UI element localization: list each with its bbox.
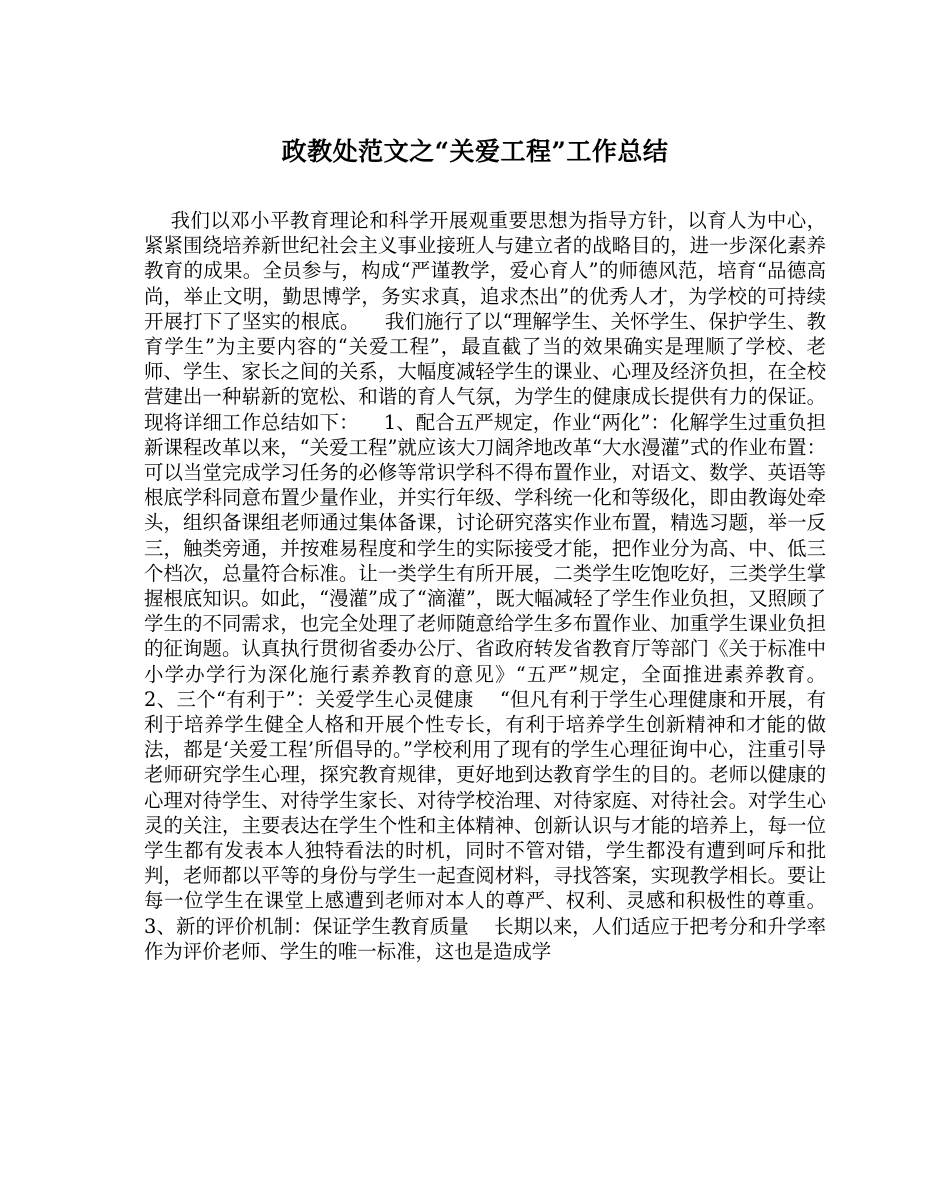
document-body: 我们以邓小平教育理论和科学开展观重要思想为指导方针，以育人为中心，紧紧围绕培养新世纪社会主义事业接班人与建立者的战略目的，进一步深化素养教育的成果。全员参与，构成“严谨教学，爱心育人”的师德风范，培育“品德高尚，举止文明，勤思博学，务实求真，追求杰出”的优秀人才，为学校的可持续开展打下了坚实的根底。 我们施行了以“理解学生、关怀学生、保护学生、教育学生”为主要内容的“关爱工程”，最直截了当的效果确实是理顺了学校、老师、学生、家长之间的关系，大幅度减轻学生的课业、心理及经济负担，在全校营建出一种崭新的宽松、和谐的育人气氛，为学生的健康成长提供有力的保证。现将详细工作总结如下： 1、配合五严规定，作业“两化”：化解学生过重负担 新课程改革以来，“关爱工程”就应该大刀阔斧地改革“大水漫灌”式的作业布置：可以当堂完成学习任务的必修等常识学科不得布置作业，对语文、数学、英语等根底学科同意布置少量作业，并实行年级、学科统一化和等级化，即由教诲处牵头，组织备课组老师通过集体备课，讨论研究落实作业布置，精选习题，举一反三，触类旁通，并按难易程度和学生的实际接受才能，把作业分为高、中、低三个档次，总量符合标准。让一类学生有所开展，二类学生吃饱吃好，三类学生掌握根底知识。如此，“漫灌”成了“滴灌”，既大幅减轻了学生作业负担，又照顾了学生的不同需求，也完全处理了老师随意给学生多布置作业、加重学生课业负担的征询题。认真执行贯彻省委办公厅、省政府转发省教育厅等部门《关于标准中小学办学行为深化施行素养教育的意见》“五严”规定，全面推进素养教育。 2、三个“有利于”：关爱学生心灵健康 “但凡有利于学生心理健康和开展，有利于培养学生健全人格和开展个性专长，有利于培养学生创新精神和才能的做法，都是‘关爱工程’所倡导的。”学校利用了现有的学生心理征询中心，注重引导老师研究学生心理，探究教育规律，更好地到达教育学生的目的。老师以健康的心理对待学生、对待学生家长、对待学校治理、对待家庭、对待社会。对学生心灵的关注，主要表达在学生个性和主体精神、创新认识与才能的培养上，每一位学生都有发表本人独特看法的时机，同时不管对错，学生都没有遭到呵斥和批判，老师都以平等的身份与学生一起查阅材料，寻找答案，实现教学相长。要让每一位学生在课堂上感遭到老师对本人的尊严、权利、灵感和积极性的尊重。 3、新的评价机制：保证学生教育质量 长期以来，人们适应于把考分和升学率作为评价老师、学生的唯一标准，这也是造成学 [144, 209, 851, 963]
document-title: 政教处范文之“关爱工程”工作总结 [281, 137, 669, 166]
